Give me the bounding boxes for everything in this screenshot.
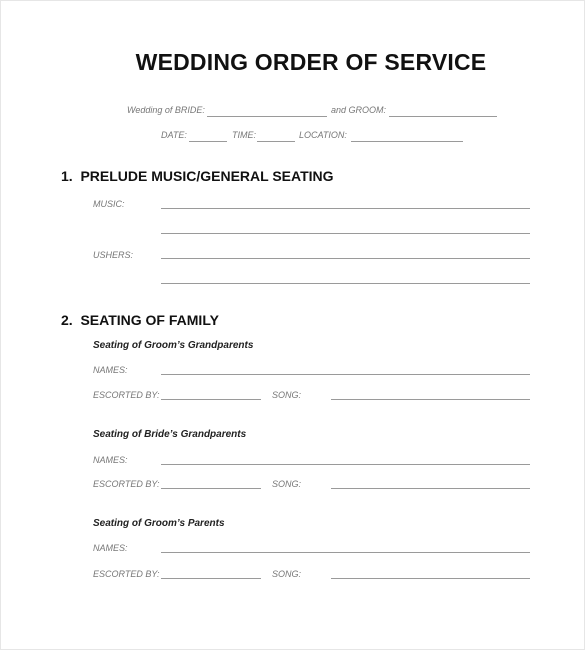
- ushers-field-line-1[interactable]: [161, 258, 530, 259]
- song-field[interactable]: [331, 578, 530, 579]
- bride-label: Wedding of BRIDE:: [127, 105, 205, 115]
- group-grooms-parents-title: Seating of Groom’s Parents: [93, 518, 225, 529]
- group-brides-grandparents-title: Seating of Bride’s Grandparents: [93, 429, 247, 440]
- song-field[interactable]: [331, 488, 530, 489]
- section-1-heading: [61, 168, 334, 184]
- names-field[interactable]: [161, 552, 530, 553]
- escorted-by-label: ESCORTED BY:: [93, 390, 160, 400]
- song-field[interactable]: [331, 399, 530, 400]
- escorted-by-field[interactable]: [161, 488, 261, 489]
- music-field-line-1[interactable]: [161, 208, 530, 209]
- song-label: SONG:: [272, 569, 302, 579]
- section-2-number: 2.: [61, 312, 73, 328]
- location-field[interactable]: [351, 141, 463, 142]
- time-label: TIME:: [232, 130, 256, 140]
- page-title: WEDDING ORDER OF SERVICE: [135, 49, 487, 75]
- escorted-by-label: ESCORTED BY:: [93, 569, 160, 579]
- group-grooms-grandparents-title: Seating of Groom’s Grandparents: [93, 340, 254, 351]
- ushers-field-line-2[interactable]: [161, 283, 530, 284]
- escorted-by-field[interactable]: [161, 578, 261, 579]
- names-field[interactable]: [161, 374, 530, 375]
- bride-field[interactable]: [207, 116, 327, 117]
- music-label: MUSIC:: [93, 199, 125, 209]
- location-label: LOCATION:: [299, 130, 347, 140]
- section-1-title: PRELUDE MUSIC/GENERAL SEATING: [80, 168, 334, 184]
- groom-field[interactable]: [389, 116, 497, 117]
- escorted-by-label: ESCORTED BY:: [93, 479, 160, 489]
- names-field[interactable]: [161, 464, 530, 465]
- names-label: NAMES:: [93, 365, 128, 375]
- date-label: DATE:: [161, 130, 187, 140]
- section-2-title: SEATING OF FAMILY: [80, 312, 219, 328]
- escorted-by-field[interactable]: [161, 399, 261, 400]
- time-field[interactable]: [257, 141, 295, 142]
- section-1-number: 1.: [61, 168, 73, 184]
- groom-label: and GROOM:: [331, 105, 387, 115]
- ushers-label: USHERS:: [93, 250, 134, 260]
- date-field[interactable]: [189, 141, 227, 142]
- names-label: NAMES:: [93, 455, 128, 465]
- music-field-line-2[interactable]: [161, 233, 530, 234]
- song-label: SONG:: [272, 390, 302, 400]
- section-2-heading: [61, 312, 219, 328]
- song-label: SONG:: [272, 479, 302, 489]
- names-label: NAMES:: [93, 543, 128, 553]
